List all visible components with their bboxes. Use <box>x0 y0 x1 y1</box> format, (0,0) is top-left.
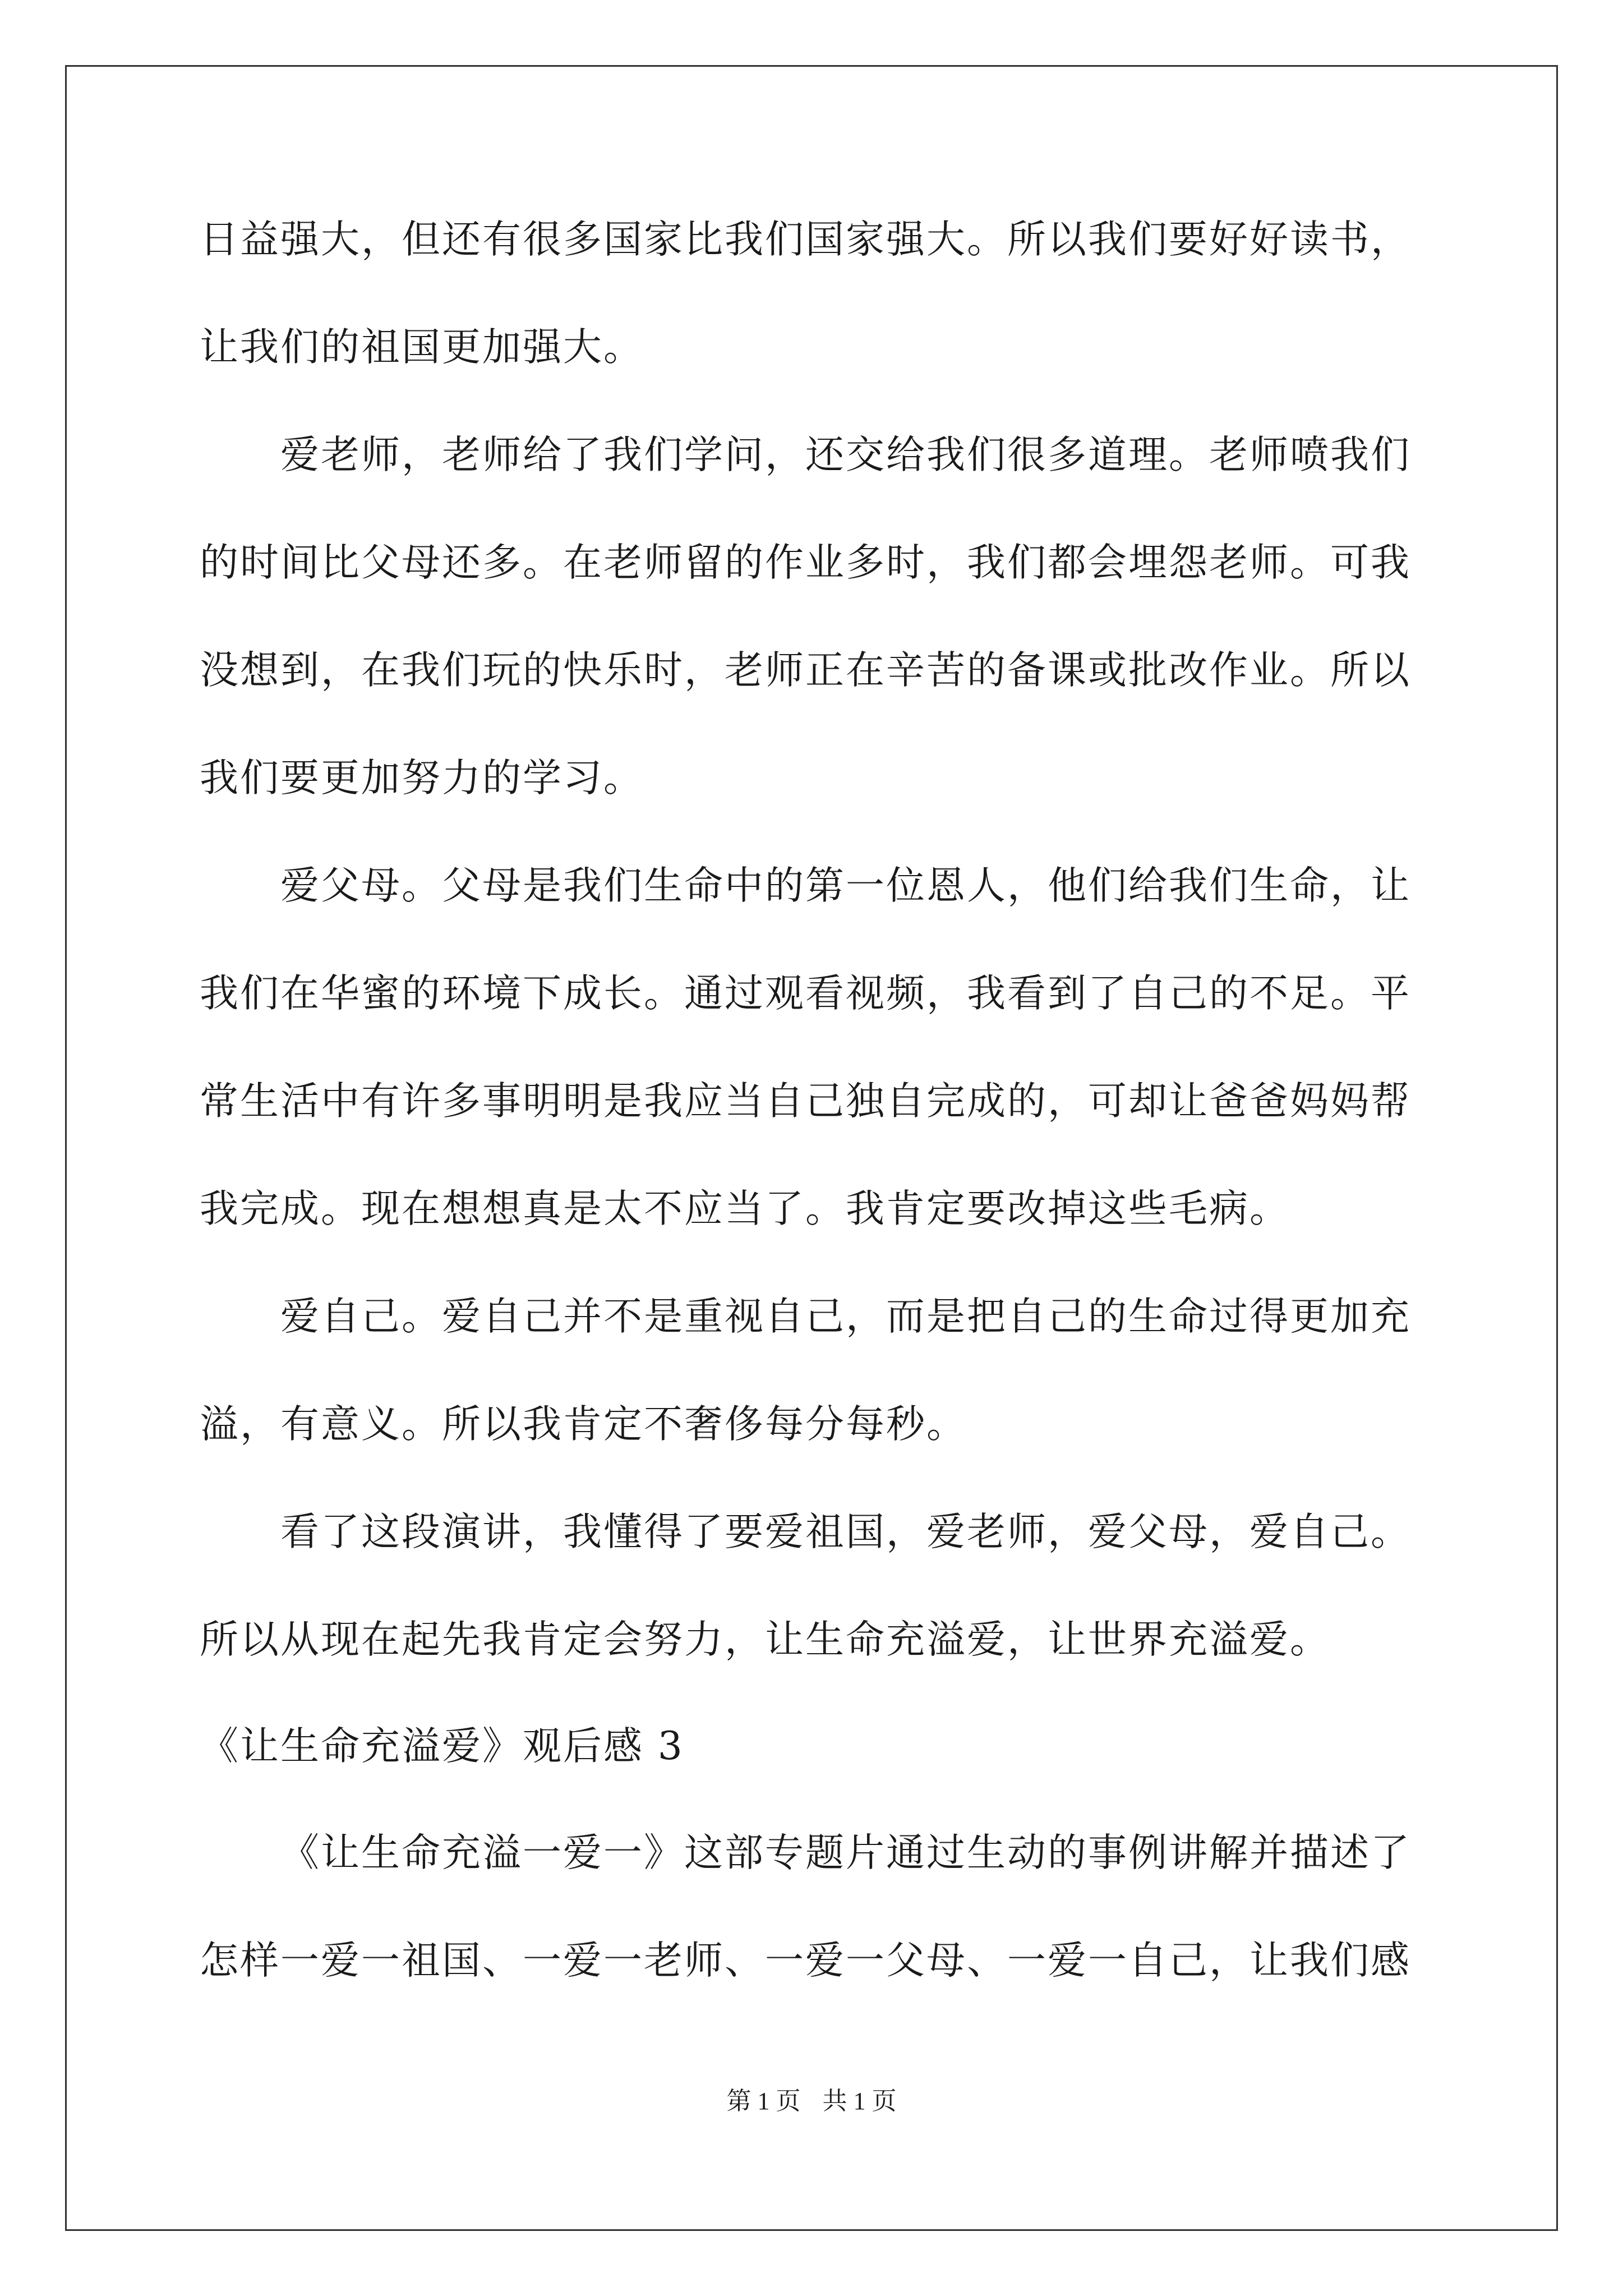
section-heading: 《让生命充溢爱》观后感 3 <box>200 1724 684 1769</box>
text-line-4: 的时间比父母还多。在老师留的作业多时，我们都会埋怨老师。可我 <box>200 540 1411 585</box>
text-line-3: 爱老师，老师给了我们学问，还交给我们很多道理。老师喷我们 <box>280 432 1411 477</box>
text-line-11: 爱自己。爱自己并不是重视自己，而是把自己的生命过得更加充 <box>280 1294 1411 1339</box>
text-line-1: 日益强大，但还有很多国家比我们国家强大。所以我们要好好读书， <box>200 217 1411 262</box>
text-line-16: 《让生命充溢一爱一》这部专题片通过生动的事例讲解并描述了 <box>280 1830 1411 1875</box>
text-line-17: 怎样一爱一祖国、一爱一老师、一爱一父母、一爱一自己，让我们感 <box>200 1938 1411 1983</box>
text-line-9: 常生活中有许多事明明是我应当自己独自完成的，可却让爸爸妈妈帮 <box>200 1079 1411 1124</box>
page-border <box>65 65 1558 2231</box>
text-line-8: 我们在华蜜的环境下成长。通过观看视频，我看到了自己的不足。平 <box>200 971 1411 1016</box>
page-number-total: 共 1 页 <box>822 2087 897 2115</box>
text-line-10: 我完成。现在想想真是太不应当了。我肯定要改掉这些毛病。 <box>200 1186 1290 1231</box>
text-line-6: 我们要更加努力的学习。 <box>200 756 644 800</box>
page-number-current: 第 1 页 <box>726 2087 801 2115</box>
text-line-2: 让我们的祖国更加强大。 <box>200 325 644 370</box>
page-footer <box>0 2085 1623 2118</box>
text-line-13: 看了这段演讲，我懂得了要爱祖国，爱老师，爱父母，爱自己。 <box>280 1510 1411 1554</box>
text-line-14: 所以从现在起先我肯定会努力，让生命充溢爱，让世界充溢爱。 <box>200 1617 1330 1662</box>
text-line-7: 爱父母。父母是我们生命中的第一位恩人，他们给我们生命，让 <box>280 863 1411 908</box>
text-line-12: 溢，有意义。所以我肯定不奢侈每分每秒。 <box>200 1402 967 1447</box>
text-line-5: 没想到，在我们玩的快乐时，老师正在辛苦的备课或批改作业。所以 <box>200 648 1411 693</box>
